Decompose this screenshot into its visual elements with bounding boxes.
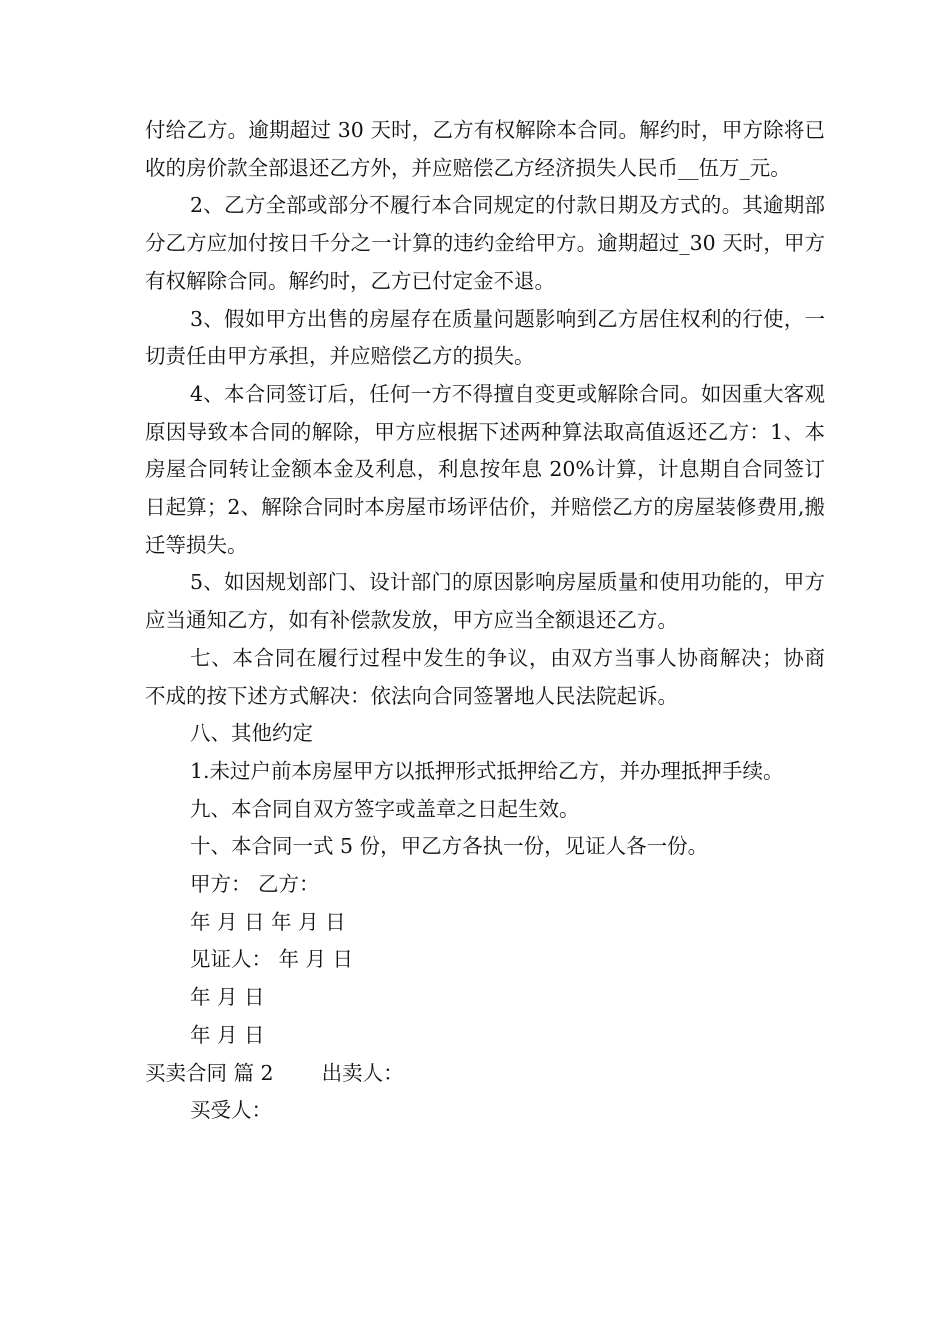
signature-parties: 甲方： 乙方：	[190, 872, 320, 897]
signature-dates: 年 月 日 年 月 日	[190, 909, 346, 934]
buyer-label: 买受人：	[190, 1098, 272, 1123]
signature-date-line-1: 年 月 日	[190, 985, 265, 1010]
paragraph-clause-2: 2、乙方全部或部分不履行本合同规定的付款日期及方式的。其逾期部分乙方应加付按日千分之一计算的违约金给甲方。逾期超过_30 天时，甲方有权解除合同。解约时，乙方已付定金不退。	[145, 193, 825, 293]
seller-label: 出卖人：	[321, 1060, 404, 1085]
paragraph-clause-5: 5、如因规划部门、设计部门的原因影响房屋质量和使用功能的，甲方应当通知乙方，如有补偿款发放，甲方应当全额退还乙方。	[145, 570, 825, 633]
paragraph-section-8: 八、其他约定	[190, 721, 313, 746]
paragraph-section-9: 九、本合同自双方签字或盖章之日起生效。	[190, 796, 580, 821]
paragraph-section-7: 七、本合同在履行过程中发生的争议，由双方当事人协商解决；协商不成的按下述方式解决：依法向合同签署地人民法院起诉。	[145, 645, 825, 708]
paragraph-breach-seller: 付给乙方。逾期超过 30 天时，乙方有权解除本合同。解约时，甲方除将已收的房价款全部退还乙方外，并应赔偿乙方经济损失人民币__伍万_元。	[145, 118, 825, 180]
contract-2-heading	[145, 1055, 825, 1093]
paragraph-clause-4: 4、本合同签订后，任何一方不得擅自变更或解除合同。如因重大客观原因导致本合同的解除，甲方应根据下述两种算法取高值返还乙方：1、本房屋合同转让金额本金及利息，利息按年息 20%计算，计息期自合同签订日起算；2、解除合同时本房屋市场评估价，并赔偿乙方的房屋装修费用,搬迁等损失。	[145, 381, 825, 557]
paragraph-section-10: 十、本合同一式 5 份，甲乙方各执一份，见证人各一份。	[190, 834, 709, 859]
contract-2-title: 买卖合同 篇 2	[145, 1060, 274, 1085]
signature-date-line-2: 年 月 日	[190, 1022, 265, 1047]
paragraph-clause-3: 3、假如甲方出售的房屋存在质量问题影响到乙方居住权利的行使，一切责任由甲方承担，并应赔偿乙方的损失。	[145, 306, 825, 369]
document-page	[145, 112, 825, 1130]
signature-witness: 见证人： 年 月 日	[190, 947, 354, 972]
paragraph-other-agreement-1: 1.未过户前本房屋甲方以抵押形式抵押给乙方，并办理抵押手续。	[190, 758, 784, 783]
